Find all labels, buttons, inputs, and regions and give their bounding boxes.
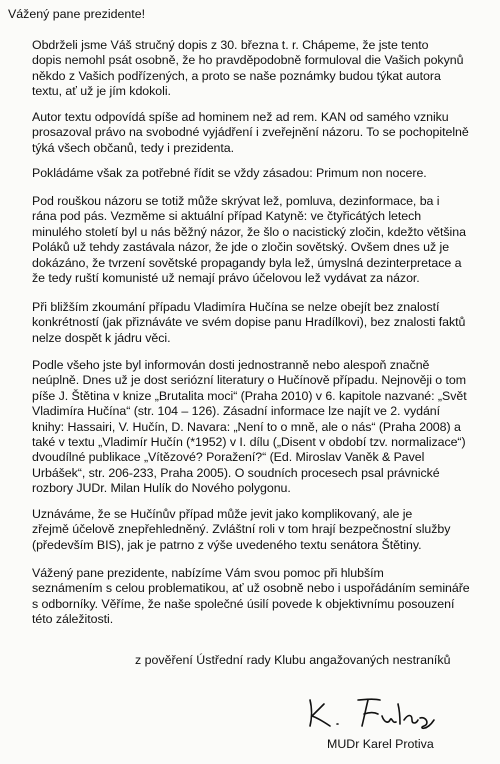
paragraph-line: dokázáno, že tvrzení sovětské propagandy byla lež, úmyslná dezinterpretace a <box>32 255 462 270</box>
handwritten-signature <box>300 690 450 732</box>
paragraph-3 <box>32 166 482 181</box>
paragraph-line: rozbory JUDr. Milan Hulík do Nového polygonu. <box>32 481 291 496</box>
paragraph-line: píše J. Štětina v knize „Brutalita moci“ (Praha 2010) v 6. kapitole nazvané: „Svět <box>32 388 467 403</box>
signer-name: MUDr Karel Protiva <box>327 737 434 751</box>
paragraph-line: dvoudílné publikace „Vítězové? Poražení?“ (Ed. Miroslav Vaněk & Pavel <box>32 450 425 465</box>
paragraph-line: Uznáváme, že se Hučínův případ může jevit jako komplikovaný, ale je <box>32 507 413 521</box>
paragraph-6 <box>32 358 482 497</box>
closing-line: z pověření Ústřední rady Klubu angažovaných nestraníků <box>135 653 451 667</box>
paragraph-line: Pod rouškou názoru se totiž může skrývat lež, pomluva, dezinformace, ba i <box>32 194 440 208</box>
paragraph-line: rána pod pás. Vezměme si aktuální případ Katyně: ve čtyřicátých letech <box>32 209 422 224</box>
paragraph-line: (především BIS), jak je patrno z výše uvedeného textu senátora Štětiny. <box>32 537 422 552</box>
paragraph-line: Při bližším zkoumání případu Vladimíra Hučína se nelze obejít bez znalostí <box>32 300 440 314</box>
paragraph-line: Pokládáme však za potřebné řídit se vždy zásadou: Primum non nocere. <box>32 166 427 180</box>
paragraph-line: této záležitosti. <box>32 612 114 627</box>
paragraph-line: Vážený pane prezidente, nabízíme Vám svou pomoc při hlubším <box>32 566 384 580</box>
paragraph-line: týká všech občanů, tedy i prezidenta. <box>32 140 235 155</box>
paragraph-4 <box>32 194 482 286</box>
paragraph-line: Vladimíra Hučína“ (str. 104 – 126). Zásadní informace lze najít ve 2. vydání <box>32 404 441 419</box>
paragraph-line: prosazoval právo na svobodné vyjádření i zveřejnění názoru. To se pochopitelně <box>32 125 469 140</box>
paragraph-2 <box>32 110 482 156</box>
paragraph-line: knihy: Hassairi, V. Hučín, D. Navara: „Není to o mně, ale o nás“ (Praha 2008) a <box>32 419 461 434</box>
paragraph-line: Obdrželi jsme Váš stručný dopis z 30. března t. r. Chápeme, že jste tento <box>32 38 429 52</box>
paragraph-line: Poláků už tehdy zastávala názor, že jde o zločin sovětský. Ovšem dnes už je <box>32 240 450 255</box>
paragraph-line: s odborníky. Věříme, že naše společné úsilí povede k objektivnímu posouzení <box>32 596 455 611</box>
paragraph-line: že tedy ruští komunisté už nemají právo účelovou lež vydávat za názor. <box>32 271 420 286</box>
paragraph-line: Urbášek“, str. 206-233, Praha 2005). O soudních procesech psal právnické <box>32 465 440 480</box>
paragraph-5 <box>32 300 482 346</box>
paragraph-1 <box>32 38 482 100</box>
paragraph-7 <box>32 507 482 553</box>
paragraph-line: Autor textu odpovídá spíše ad hominem než ad rem. KAN od samého vzniku <box>32 110 449 124</box>
paragraph-line: minulého století byl u nás běžný názor, že šlo o nacistický zločin, kdežto většina <box>32 224 466 239</box>
paragraph-line: někdo z Vašich podřízených, a proto se naše poznámky budou týkat autora <box>32 68 441 83</box>
paragraph-line: seznámením s celou problematikou, ať už osobně nebo i uspořádáním semináře <box>32 581 470 596</box>
paragraph-line: také v textu „Vladimír Hučín (*1952) v I. dílu („Disent v období tzv. normalizace“) <box>32 435 466 450</box>
paragraph-line: Podle všeho jste byl informován dosti jednostranně nebo alespoň značně <box>32 358 430 372</box>
paragraph-line: dopis nemohl psát osobně, že ho pravděpodobně formuloval die Vašich pokynů <box>32 53 464 68</box>
paragraph-line: neúplně. Dnes už je dost seriózní literatury o Hučínově případu. Nejnověji o tom <box>32 373 467 388</box>
paragraph-line: konkrétností (jak přiznáváte ve svém dopise panu Hradílkovi), bez znalosti faktů <box>32 315 466 330</box>
paragraph-line: zřejmě účelově znepřehledněný. Zvláštní roli v tom hrají bezpečnostní služby <box>32 522 451 537</box>
paragraph-line: textu, ať už je jím kdokoli. <box>32 84 171 99</box>
salutation: Vážený pane prezidente! <box>8 7 146 21</box>
paragraph-line: nelze dospět k jádru věci. <box>32 330 171 345</box>
paragraph-8 <box>32 566 482 628</box>
